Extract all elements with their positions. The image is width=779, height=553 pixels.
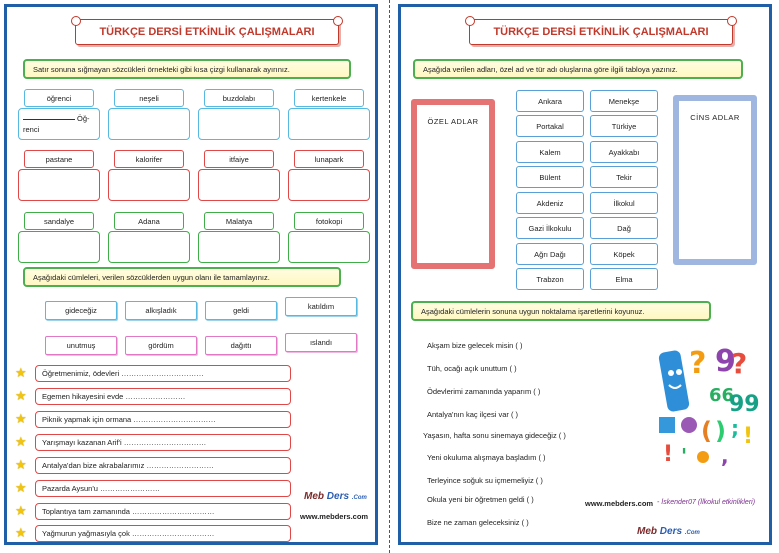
name-box: Ayakkabı [590, 141, 658, 163]
left-url: www.mebders.com [300, 512, 369, 521]
logo-ders: Ders [326, 491, 350, 502]
answer-box[interactable] [198, 108, 280, 140]
example-part2: renci [23, 125, 40, 134]
logo-com: .Com [684, 530, 700, 536]
logo-meb: Meb [637, 526, 657, 537]
svg-text:!: ! [743, 424, 754, 449]
word-box: buzdolabı [204, 89, 274, 107]
word-box: Malatya [204, 212, 274, 230]
name-box: Menekşe [590, 90, 658, 112]
punct-sentence[interactable]: Akşam bize gelecek misin ( ) [427, 341, 523, 350]
answer-box[interactable] [18, 108, 100, 140]
left-title: TÜRKÇE DERSİ ETKİNLİK ÇALIŞMALARI [75, 19, 339, 45]
answer-box[interactable] [108, 169, 190, 201]
word-box: Adana [114, 212, 184, 230]
answer-box[interactable] [108, 231, 190, 263]
left-worksheet [4, 4, 378, 545]
svg-text:?: ? [731, 347, 748, 380]
sentence-box[interactable]: Yarışmayı kazanan Arif'i …………………………… [35, 434, 291, 451]
right-title: TÜRKÇE DERSİ ETKİNLİK ÇALIŞMALARI [469, 19, 733, 45]
sentence-box[interactable]: Yağmurun yağmasıyla çok …………………………… [35, 525, 291, 542]
punct-sentence[interactable]: Bize ne zaman geleceksiniz ( ) [427, 518, 529, 527]
right-section1-instruction: Aşağıda verilen adları, özel ad ve tür adı oluşlarına göre ilgili tabloya yazınız. [413, 59, 743, 79]
punct-sentence[interactable]: Yaşasın, hafta sonu sinemaya gideceğiz ( ) [423, 431, 566, 440]
word-box: neşeli [114, 89, 184, 107]
name-box: Gazi İlkokulu [516, 217, 584, 239]
svg-text:!: ! [663, 442, 674, 467]
answer-box[interactable] [288, 108, 370, 140]
svg-text:): ) [715, 417, 726, 445]
page-divider [389, 0, 390, 553]
svg-text:;: ; [731, 416, 739, 440]
right-url: www.mebders.com [585, 499, 654, 508]
word-tag: ıslandı [285, 333, 357, 352]
punct-sentence[interactable]: Terleyince soğuk su içmemeliyiz ( ) [427, 476, 543, 485]
ozel-adlar-table[interactable] [411, 99, 495, 269]
word-tag: dağıttı [205, 336, 277, 355]
word-tag: unutmuş [45, 336, 117, 355]
word-box: sandalye [24, 212, 94, 230]
right-credit: - İskender07 (İlkokul etkinlikleri) [657, 499, 756, 506]
answer-line [23, 119, 75, 120]
svg-text:99: 99 [729, 392, 760, 417]
left-section2-instruction: Aşağıdaki cümleleri, verilen sözcüklerden uygun olanı ile tamamlayınız. [23, 267, 341, 287]
sentence-box[interactable]: Egemen hikayesini evde …………………… [35, 388, 291, 405]
answer-box[interactable] [288, 231, 370, 263]
example-part1: Öğ- [77, 114, 90, 123]
answer-box[interactable] [108, 108, 190, 140]
word-box: lunapark [294, 150, 364, 168]
name-box: Dağ [590, 217, 658, 239]
svg-text:(: ( [701, 417, 712, 445]
name-box: Akdeniz [516, 192, 584, 214]
right-worksheet [398, 4, 772, 545]
name-box: Ağrı Dağı [516, 243, 584, 265]
answer-box[interactable] [198, 169, 280, 201]
name-box: Elma [590, 268, 658, 290]
word-box: kalorifer [114, 150, 184, 168]
star-icon: ★ [15, 503, 27, 518]
star-icon: ★ [15, 434, 27, 449]
logo-meb: Meb [304, 491, 324, 502]
right-section2-instruction: Aşağıdaki cümlelerin sonuna uygun noktalama işaretlerini koyunuz. [411, 301, 711, 321]
answer-box[interactable] [288, 169, 370, 201]
left-section1-instruction: Satır sonuna sığmayan sözcükleri örnekteki gibi kısa çizgi kullanarak ayırınız. [23, 59, 351, 79]
punct-sentence[interactable]: Tüh, ocağı açık unuttum ( ) [427, 364, 517, 373]
logo-com: .Com [351, 495, 367, 501]
answer-box[interactable] [18, 231, 100, 263]
star-icon: ★ [15, 365, 27, 380]
sentence-box[interactable]: Piknik yapmak için ormana …………………………… [35, 411, 291, 428]
punct-sentence[interactable]: Ödevlerimi zamanında yaparım ( ) [427, 387, 541, 396]
word-box: fotokopi [294, 212, 364, 230]
word-box: pastane [24, 150, 94, 168]
svg-text:': ' [681, 444, 688, 468]
name-box: İlkokul [590, 192, 658, 214]
logo-ders: Ders [659, 526, 683, 537]
word-tag: geldi [205, 301, 277, 320]
word-tag: alkışladık [125, 301, 197, 320]
star-icon: ★ [15, 388, 27, 403]
svg-text:,: , [721, 444, 729, 468]
word-tag: gördüm [125, 336, 197, 355]
star-icon: ★ [15, 411, 27, 426]
svg-text:66: 66 [709, 385, 735, 406]
name-box: Köpek [590, 243, 658, 265]
svg-text:?: ? [689, 346, 707, 381]
sentence-box[interactable]: Öğretmenimiz, ödevleri …………………………… [35, 365, 291, 382]
sentence-box[interactable]: Pazarda Aysun'u …………………… [35, 480, 291, 497]
ozel-adlar-label: ÖZEL ADLAR [427, 117, 479, 126]
cins-adlar-label: CİNS ADLAR [690, 113, 740, 122]
mebders-logo [637, 526, 700, 537]
star-icon: ★ [15, 457, 27, 472]
name-box: Tekir [590, 166, 658, 188]
mebders-logo [304, 491, 367, 502]
name-box: Türkiye [590, 115, 658, 137]
svg-text:9: 9 [715, 344, 736, 379]
name-box: Portakal [516, 115, 584, 137]
word-tag: katıldım [285, 297, 357, 316]
answer-box[interactable] [18, 169, 100, 201]
punctuation-characters-icon [657, 343, 760, 468]
punct-sentence[interactable]: Yeni okuluma alışmaya başladım ( ) [427, 453, 546, 462]
word-box: itfaiye [204, 150, 274, 168]
sentence-box[interactable]: Toplantıya tam zamanında …………………………… [35, 503, 291, 520]
name-box: Bülent [516, 166, 584, 188]
name-box: Kalem [516, 141, 584, 163]
cins-adlar-table[interactable] [673, 95, 757, 265]
word-box: kertenkele [294, 89, 364, 107]
answer-box[interactable] [198, 231, 280, 263]
word-box: öğrenci [24, 89, 94, 107]
star-icon: ★ [15, 525, 27, 540]
name-box: Ankara [516, 90, 584, 112]
sentence-box[interactable]: Antalya'dan bize akrabalarımız ……………………… [35, 457, 291, 474]
punct-sentence[interactable]: Okula yeni bir öğretmen geldi ( ) [427, 495, 534, 504]
punct-sentence[interactable]: Antalya'nın kaç ilçesi var ( ) [427, 410, 519, 419]
star-icon: ★ [15, 480, 27, 495]
name-box: Trabzon [516, 268, 584, 290]
word-tag: gideceğiz [45, 301, 117, 320]
